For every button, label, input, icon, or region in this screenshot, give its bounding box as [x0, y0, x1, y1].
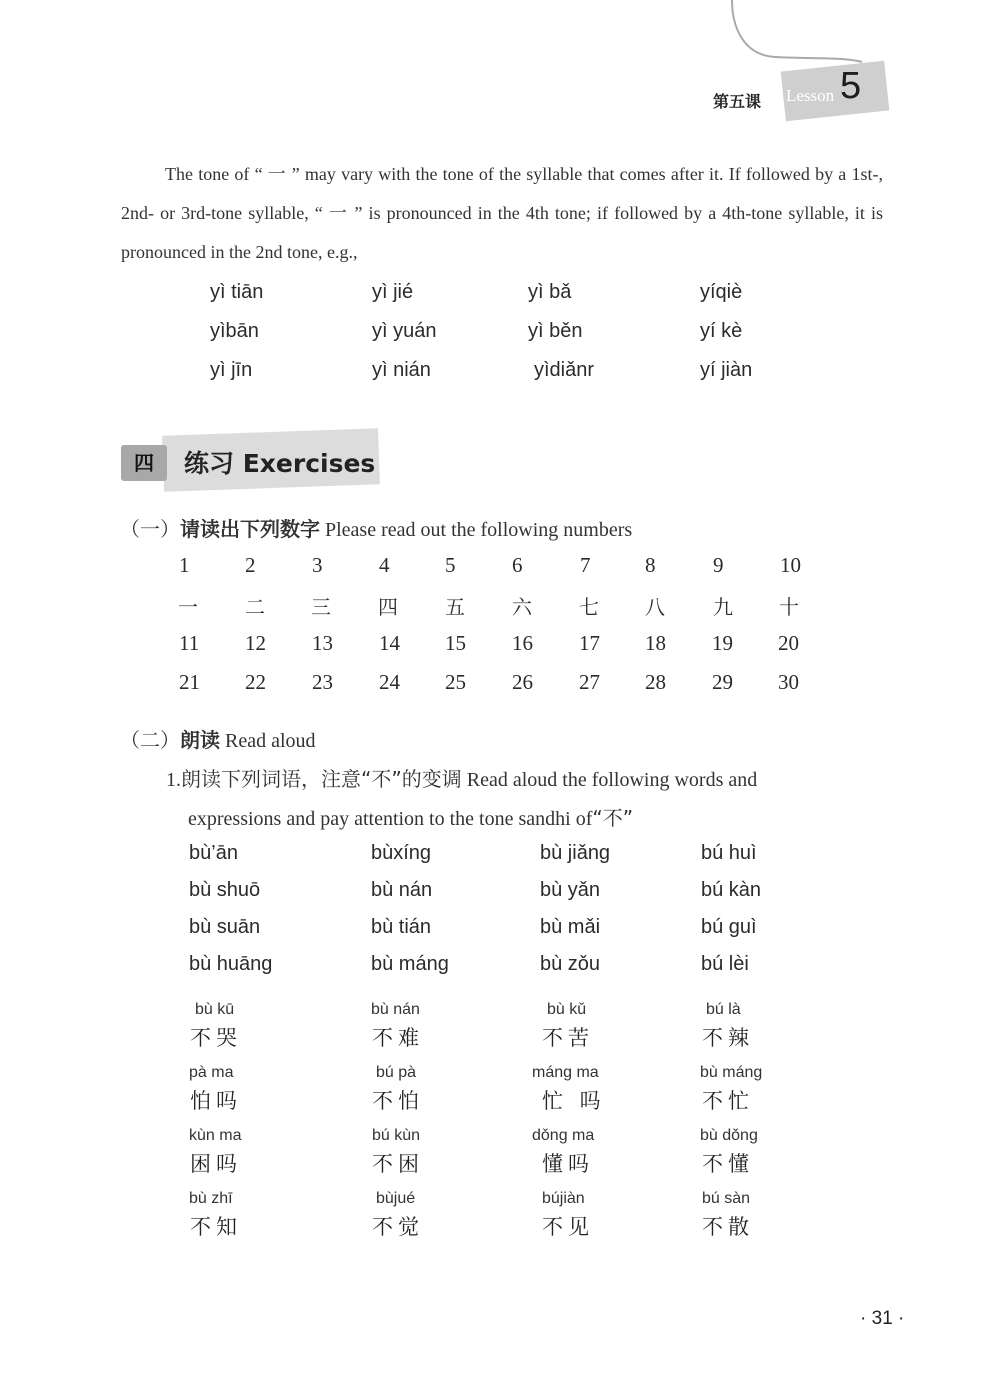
bu-pinyin: bù nán [371, 879, 433, 901]
word-pinyin: bújiàn [542, 1190, 585, 1207]
word-hanzi: 不困 [372, 1152, 424, 1176]
item1-text-en: Read aloud the following words and [466, 769, 758, 791]
bu-pinyin: bù jiǎng [540, 842, 611, 864]
word-pinyin: bù nán [371, 1001, 420, 1018]
intro-pinyin: yì bǎ [528, 281, 572, 303]
word-pinyin: máng ma [532, 1064, 599, 1081]
number-cell: 8 [645, 553, 656, 577]
page-number: · 31 · [860, 1308, 905, 1329]
number-cell: 3 [312, 553, 323, 577]
word-hanzi: 不难 [372, 1026, 424, 1050]
number-cell: 6 [512, 553, 523, 577]
section-title: 练习 Exercises [184, 449, 376, 478]
bu-pinyin: bùxíng [371, 842, 432, 864]
word-pinyin: bù máng [700, 1064, 763, 1081]
number-cell: 15 [445, 631, 466, 655]
numeral-cell: 二 [245, 595, 265, 619]
word-pinyin: bù zhī [189, 1190, 233, 1207]
word-hanzi: 怕吗 [190, 1089, 242, 1113]
bu-pinyin: bú kàn [701, 879, 762, 901]
item1-text-cn-end: 的变调 [401, 767, 462, 791]
bu-pinyin: bù tián [371, 916, 432, 938]
lesson-number: 5 [840, 65, 862, 107]
word-hanzi: 不忙 [702, 1089, 754, 1113]
word-hanzi: 不懂 [702, 1152, 754, 1176]
intro-pinyin: yí jiàn [700, 359, 753, 381]
word-pinyin: bú pà [376, 1064, 417, 1081]
part1-heading [120, 513, 632, 542]
word-pinyin: bú kùn [372, 1127, 421, 1144]
word-pinyin: bù dǒng [700, 1127, 758, 1144]
section-number: 四 [121, 445, 167, 481]
word-hanzi: 不知 [190, 1215, 242, 1239]
number-cell: 4 [379, 553, 390, 577]
item1-text-cn: 朗读下列词语，注意 [181, 767, 361, 791]
word-hanzi: 困吗 [190, 1152, 242, 1176]
word-hanzi: 不散 [702, 1215, 754, 1239]
bu-pinyin: bù huāng [189, 953, 273, 975]
word-pinyin: kùn ma [189, 1127, 242, 1144]
bu-pinyin: bú guì [701, 916, 757, 938]
part1-title-cn: 请读出下列数字 [180, 517, 320, 541]
item1-quoted-char-2: “不” [592, 806, 634, 830]
bu-pinyin: bù suān [189, 916, 261, 938]
numeral-cell: 一 [178, 595, 198, 619]
intro-pinyin: yì běn [528, 320, 583, 342]
word-pinyin: pà ma [189, 1064, 234, 1081]
word-pinyin: dǒng ma [532, 1127, 595, 1144]
intro-paragraph [121, 155, 883, 272]
number-cell: 28 [645, 670, 666, 694]
item1-quoted-char: “不” [361, 767, 402, 791]
lesson-label-en: Lesson [786, 86, 835, 105]
number-cell: 13 [312, 631, 333, 655]
number-cell: 19 [712, 631, 733, 655]
item1-number: 1. [166, 769, 181, 791]
word-pinyin: bùjué [376, 1190, 416, 1207]
number-cell: 7 [580, 553, 591, 577]
numeral-cell: 九 [713, 595, 733, 619]
bu-pinyin: bù zǒu [540, 953, 601, 975]
word-pinyin: bú là [706, 1001, 741, 1018]
number-cell: 10 [780, 553, 801, 577]
word-pinyin: bù kū [195, 1001, 235, 1018]
intro-pinyin: yìbān [210, 320, 259, 342]
intro-pinyin: yíqiè [700, 281, 743, 303]
word-hanzi: 懂吗 [542, 1152, 594, 1176]
intro-pinyin: yìdiǎnr [534, 359, 595, 381]
part2-label: （二） [120, 728, 180, 752]
word-hanzi: 不怕 [372, 1089, 424, 1113]
number-cell: 9 [713, 553, 724, 577]
item1-instruction-line1 [166, 763, 757, 792]
bu-pinyin: bú huì [701, 842, 757, 864]
number-cell: 30 [778, 670, 799, 694]
bu-pinyin: bù’ān [189, 842, 238, 864]
number-cell: 29 [712, 670, 733, 694]
intro-pinyin: yì tiān [210, 281, 264, 303]
number-cell: 22 [245, 670, 266, 694]
numeral-cell: 四 [378, 595, 398, 619]
word-hanzi: 不苦 [542, 1026, 594, 1050]
numeral-cell: 七 [579, 595, 599, 619]
item1-instruction-line2 [188, 802, 633, 831]
number-cell: 27 [579, 670, 600, 694]
number-cell: 21 [179, 670, 200, 694]
intro-pinyin: yí kè [700, 320, 743, 342]
part2-heading [120, 724, 316, 753]
word-hanzi: 忙 吗 [542, 1089, 606, 1113]
word-hanzi: 不见 [542, 1215, 594, 1239]
word-hanzi: 不觉 [372, 1215, 424, 1239]
number-cell: 12 [245, 631, 266, 655]
numeral-cell: 八 [645, 595, 665, 619]
number-cell: 18 [645, 631, 666, 655]
number-cell: 24 [379, 670, 400, 694]
word-pinyin: bú sàn [702, 1190, 751, 1207]
bu-pinyin: bú lèi [701, 953, 749, 975]
number-cell: 23 [312, 670, 333, 694]
number-cell: 20 [778, 631, 799, 655]
bu-pinyin: bù shuō [189, 879, 261, 901]
number-cell: 11 [179, 631, 200, 655]
numeral-cell: 六 [512, 595, 532, 619]
intro-paragraph-text: The tone of “ 一 ” may vary with the tone of the syllable that comes after it. If followed by a 1st-, 2nd- or 3rd-tone syllable, “ 一 ” is pronounced in the 4th tone; if followed by a 4th-tone syllable, it is pronounced in the 2nd tone, e.g., [121, 164, 883, 262]
part1-label: （一） [120, 517, 180, 541]
bu-pinyin: bù máng [371, 953, 449, 975]
bu-pinyin: bù mǎi [540, 916, 601, 938]
number-cell: 16 [512, 631, 533, 655]
numeral-cell: 十 [779, 595, 799, 619]
number-cell: 5 [445, 553, 456, 577]
number-cell: 14 [379, 631, 400, 655]
bu-pinyin: bù yǎn [540, 879, 601, 901]
intro-pinyin: yì jīn [210, 359, 253, 381]
word-hanzi: 不哭 [190, 1026, 242, 1050]
number-cell: 2 [245, 553, 256, 577]
word-pinyin: bù kǔ [547, 1001, 587, 1018]
number-cell: 25 [445, 670, 466, 694]
number-cell: 1 [179, 553, 190, 577]
part2-title-cn: 朗读 [180, 728, 220, 752]
intro-pinyin: yì yuán [372, 320, 437, 342]
number-cell: 17 [579, 631, 600, 655]
item1-text-en-2: expressions and pay attention to the tone sandhi of [188, 808, 593, 830]
intro-pinyin: yì nián [372, 359, 431, 381]
lesson-label-cn: 第五课 [713, 92, 762, 111]
part1-title-en: Please read out the following numbers [325, 519, 633, 541]
word-hanzi: 不辣 [702, 1026, 754, 1050]
intro-pinyin: yì jié [372, 281, 414, 303]
numeral-cell: 三 [311, 595, 331, 619]
part2-title-en: Read aloud [225, 730, 316, 752]
numeral-cell: 五 [445, 595, 465, 619]
number-cell: 26 [512, 670, 533, 694]
